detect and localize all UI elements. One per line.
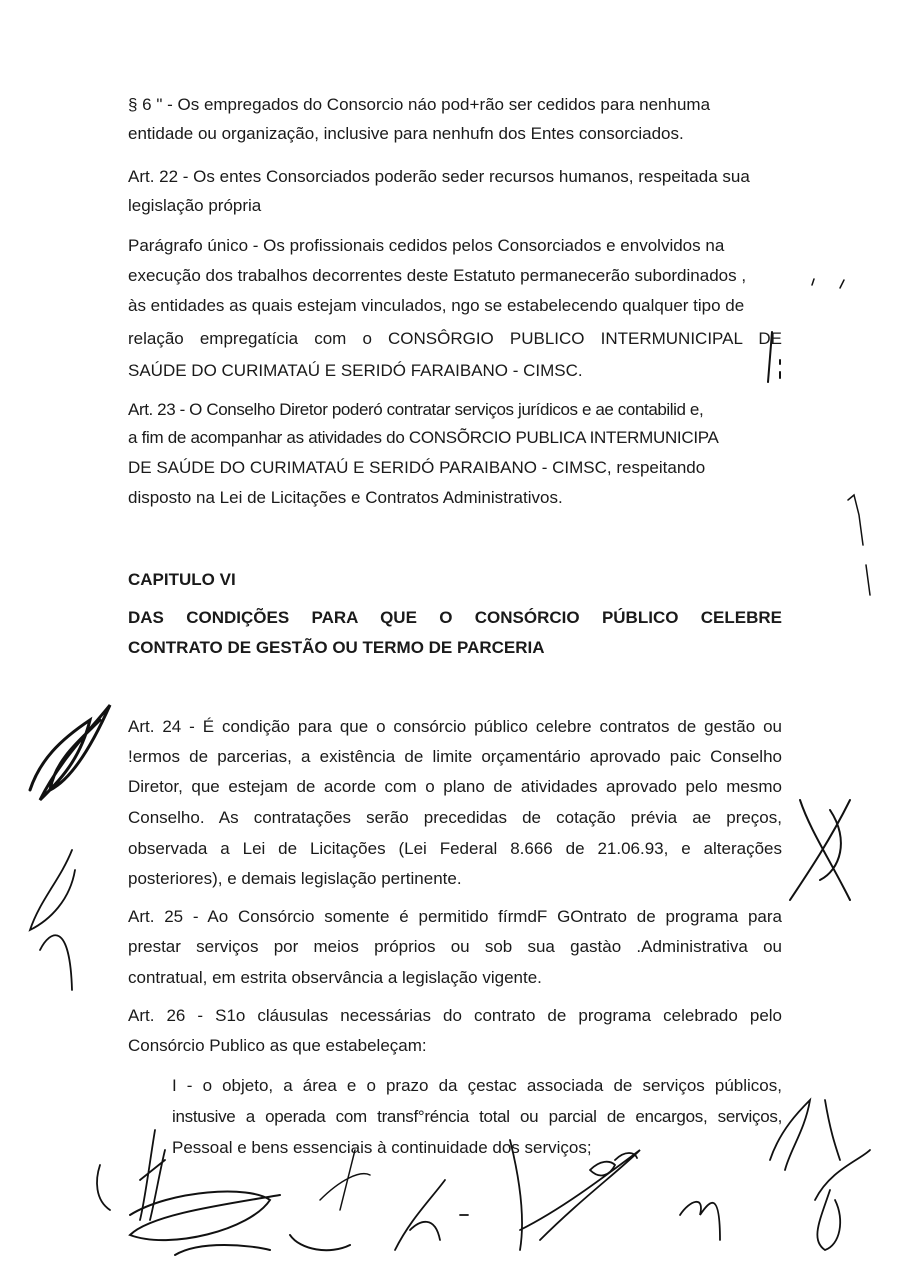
text-line: Parágrafo único - Os profissionais cedidos pelos Consorciados e envolvidos na [128, 236, 725, 255]
text-line: § 6 " - Os empregados do Consorcio náo pod+rão ser cedidos para nenhuma [128, 95, 711, 114]
chapter-number: CAPITULO VI [128, 570, 236, 589]
text-line: !ermos de parcerias, a existência de limite orçamentário aprovado paic Conselho [128, 747, 782, 766]
chapter-title-line: DAS CONDIÇÕES PARA QUE O CONSÓRCIO PÚBLICO CELEBRE [128, 608, 782, 627]
text-line: contratual, em estrita observância a legislação vigente. [128, 968, 542, 987]
text-line: prestar serviços por meios próprios ou sob sua gastào .Administrativa ou [128, 937, 782, 956]
text-line: disposto na Lei de Licitações e Contratos Administrativos. [128, 488, 563, 507]
text-line: Conselho. As contratações serão precedidas de cotação prévia ae preços, [128, 808, 782, 827]
text-line: DE SAÚDE DO CURIMATAÚ E SERIDÓ PARAIBANO - CIMSC, respeitando [128, 458, 706, 477]
text-line: Pessoal e bens essenciais à continuidade dos serviços; [172, 1138, 592, 1157]
text-line: execução dos trabalhos decorrentes deste Estatuto permanecerão subordinados , [128, 266, 747, 285]
text-line: posteriores), e demais legislação pertinente. [128, 869, 462, 888]
text-line: relação empregatícia com o CONSÔRGIO PUBLICO INTERMUNICIPAL DE [128, 329, 782, 348]
text-line: Art. 23 - O Conselho Diretor poderó contratar serviços jurídicos e ae contabilid e, [128, 400, 704, 419]
text-line: Art. 26 - S1o cláusulas necessárias do contrato de programa celebrado pelo [128, 1006, 782, 1025]
text-line: Consórcio Publico as que estabeleçam: [128, 1036, 427, 1055]
text-line: SAÚDE DO CURIMATAÚ E SERIDÓ FARAIBANO - CIMSC. [128, 361, 583, 380]
text-line: instusive a operada com transf°réncia total ou parcial de encargos, serviços, [172, 1107, 782, 1126]
text-line: Art. 24 - É condição para que o consórcio público celebre contratos de gestão ou [128, 717, 782, 736]
text-line: Art. 25 - Ao Consórcio somente é permitido fírmdF GOntrato de programa para [128, 907, 782, 926]
text-line: I - o objeto, a área e o prazo da çestac associada de serviços públicos, [172, 1076, 782, 1095]
text-line: Diretor, que estejam de acorde com o plano de atividades aprovado pelo mesmo [128, 777, 782, 796]
text-line: legislação própria [128, 196, 262, 215]
text-line: a fim de acompanhar as atividades do CONSÕRCIO PUBLICA INTERMUNICIPA [128, 428, 719, 447]
text-line: Art. 22 - Os entes Consorciados poderão seder recursos humanos, respeitada sua [128, 167, 750, 186]
text-line: às entidades as quais estejam vinculados, ngo se estabelecendo qualquer tipo de [128, 296, 745, 315]
chapter-title-line: CONTRATO DE GESTÃO OU TERMO DE PARCERIA [128, 638, 545, 657]
text-line: entidade ou organização, inclusive para nenhufn dos Entes consorciados. [128, 124, 684, 143]
text-line: observada a Lei de Licitações (Lei Federal 8.666 de 21.06.93, e alterações [128, 839, 782, 858]
